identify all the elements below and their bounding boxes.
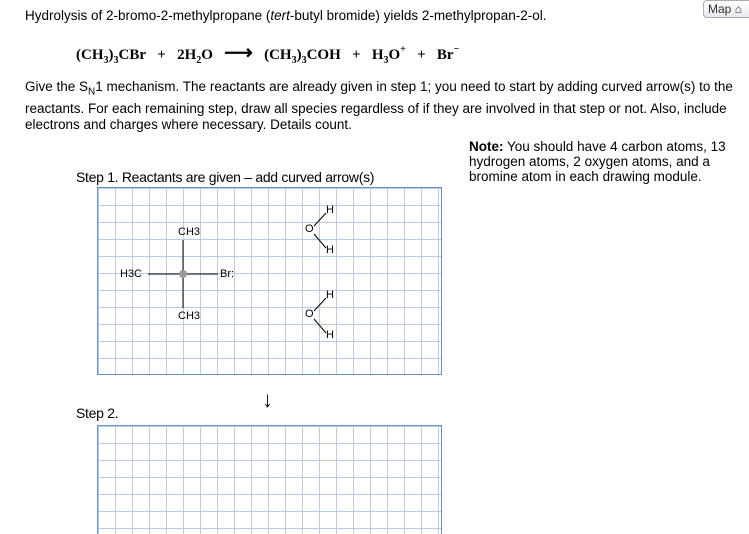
water2-oxygen[interactable]: O	[305, 308, 314, 320]
step-flow-arrow: ↓	[262, 387, 273, 412]
water1-oxygen[interactable]: O	[305, 223, 314, 235]
bromine[interactable]: Br:	[220, 268, 235, 280]
step2-drawing-area[interactable]	[97, 425, 442, 534]
instructions: Give the $S_N1$ mechanism. The reactants are already given in step 1; you need to start by adding curved arrow(s) to the reactants. For each remaining step, draw all species regardless of if they are involved in that step or not. Also, include electrons and charges where necessary. Details count.	[25, 79, 733, 132]
methyl-left[interactable]: H3C	[120, 268, 143, 280]
step1-molecules	[98, 188, 441, 374]
step1-label: Step 1. Reactants are given – add curved arrow(s)	[76, 169, 375, 185]
methyl-bottom[interactable]: CH3	[178, 310, 201, 322]
intro-text: Hydrolysis of 2-bromo-2-methylpropane (tert-butyl bromide) yields 2-methylpropan-2-ol.	[25, 8, 547, 23]
reaction-equation: $(CH_3)_3CBr$ + $2H_2O$ ⟶ $(CH_3)_3COH$ + $H_3O^+$ + Br−	[76, 42, 460, 66]
water2-hydrogen-top[interactable]: H	[326, 289, 334, 301]
reaction-arrow: ⟶	[224, 42, 253, 64]
water1-hydrogen-top[interactable]: H	[326, 204, 334, 216]
map-icon: ⌂	[734, 2, 742, 16]
central-carbon	[179, 270, 187, 278]
step1-drawing-area[interactable]	[97, 187, 442, 375]
water1-hydrogen-bottom[interactable]: H	[326, 244, 334, 256]
methyl-top[interactable]: CH3	[178, 226, 201, 238]
note: Note: You should have 4 carbon atoms, 13 hydrogen atoms, 2 oxygen atoms, and a bromine atom in each drawing module.	[469, 139, 726, 184]
map-button[interactable]: Map ⌂	[703, 0, 749, 18]
water2-hydrogen-bottom[interactable]: H	[326, 329, 334, 341]
step2-label: Step 2.	[76, 405, 119, 421]
